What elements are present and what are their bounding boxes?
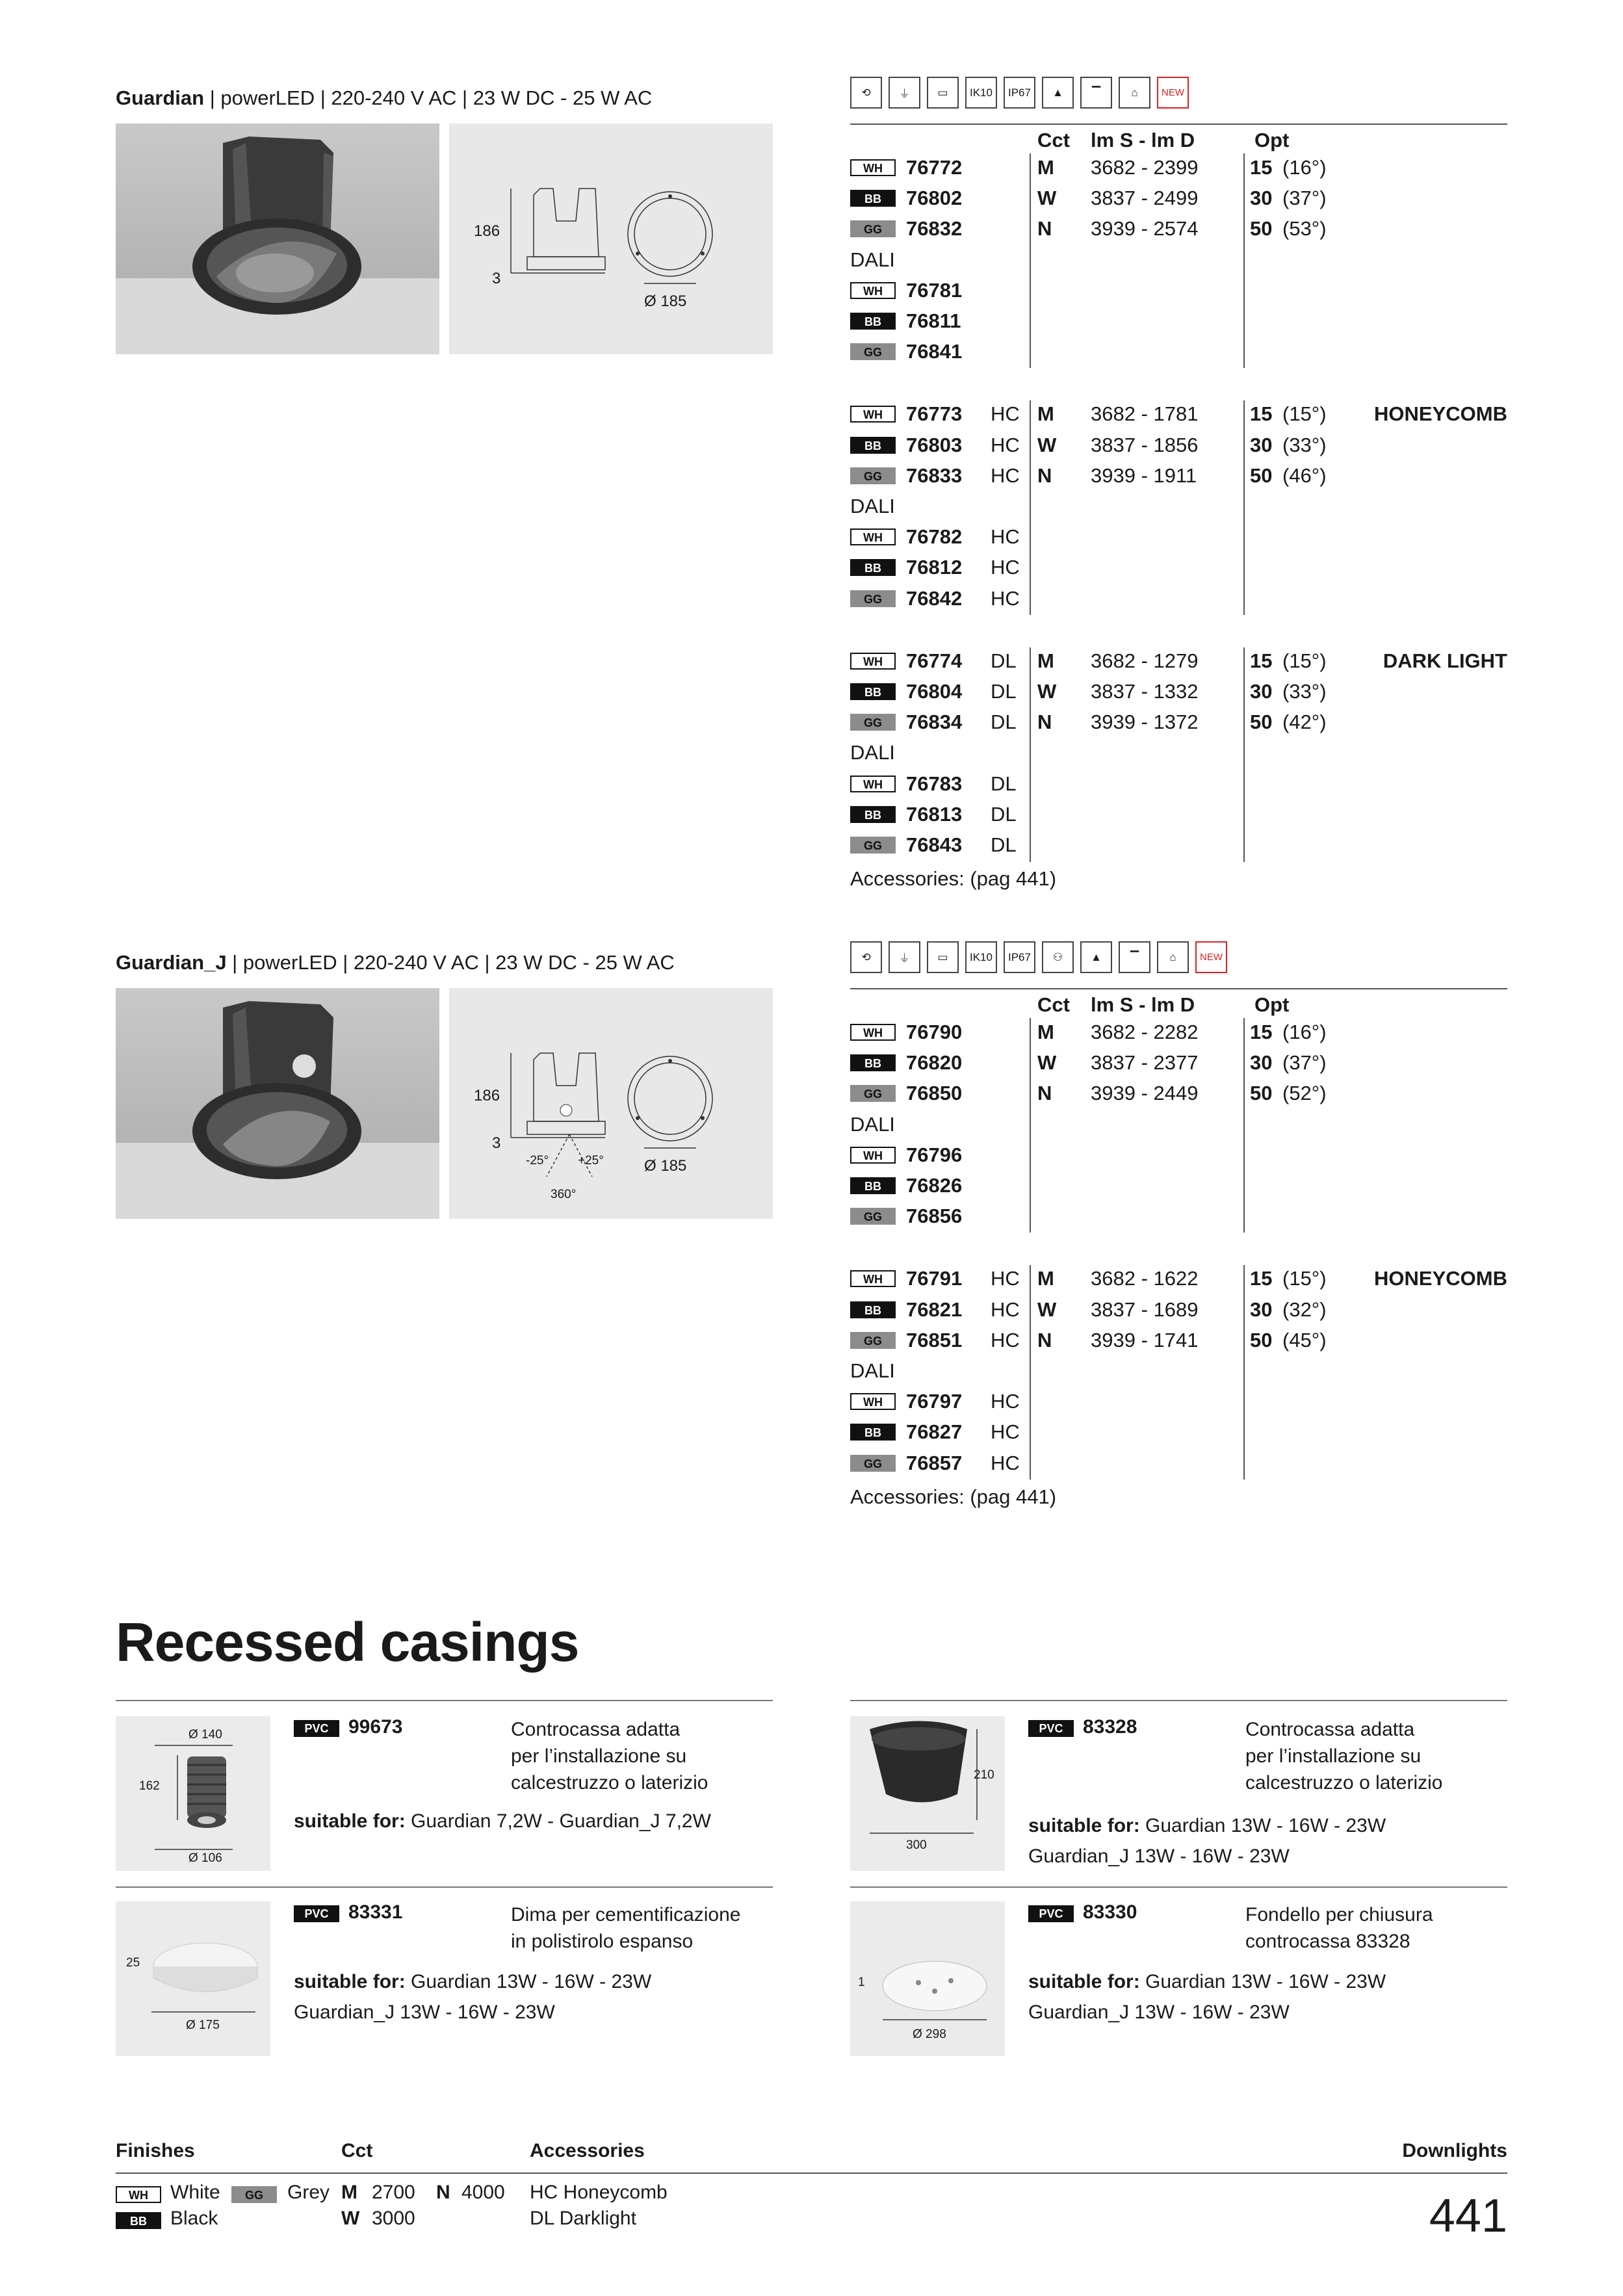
material-badge: PVC	[1028, 1720, 1074, 1737]
finish-badge: BB	[850, 806, 896, 823]
finish-badge: WH	[850, 776, 896, 792]
dim-thickness: 3	[492, 1134, 501, 1152]
product-photo-guardian-j	[116, 988, 439, 1219]
table-row	[850, 553, 1507, 582]
dim-diameter: Ø 185	[644, 293, 687, 310]
optic-degrees: (52°)	[1282, 1082, 1327, 1105]
dali-label	[850, 246, 1507, 274]
dali-label	[850, 1110, 1507, 1139]
table-row	[850, 1202, 1507, 1231]
version-suffix: HC	[991, 463, 1020, 487]
finish-badge: GG	[850, 343, 896, 360]
finish-badge: BB	[850, 1301, 896, 1318]
group-note: HONEYCOMB	[1374, 1267, 1507, 1290]
lumen-values: 3682 - 1622	[1091, 1267, 1199, 1290]
table-row	[850, 431, 1507, 460]
dim-label: Ø 175	[186, 2018, 220, 2032]
table-header: Cct lm S - lm D Opt	[1037, 993, 1290, 1016]
lumen-values: 3682 - 1781	[1091, 402, 1199, 426]
finish-badge: BB	[850, 1424, 896, 1441]
cct-m: M	[341, 2182, 357, 2203]
product-code: 76841	[906, 340, 963, 363]
optic-angle: 15	[1250, 402, 1273, 426]
product-code: 76774	[906, 649, 963, 672]
casing-image-99673	[116, 1716, 270, 1871]
ik-rating-badge: IK10	[965, 941, 997, 973]
product-code: 76856	[906, 1205, 963, 1228]
dim-height: 186	[474, 222, 500, 240]
group-note: DARK LIGHT	[1383, 649, 1507, 672]
table-row	[850, 307, 1507, 335]
optic-degrees: (15°)	[1282, 402, 1327, 426]
finish-badge: BB	[850, 683, 896, 700]
product-code: 76791	[906, 1267, 963, 1290]
optic-angle: 50	[1250, 217, 1273, 241]
finish-badge: BB	[850, 437, 896, 454]
footer-cct-heading: Cct	[341, 2140, 373, 2161]
version-suffix: DL	[991, 649, 1017, 672]
optic-degrees: (15°)	[1282, 649, 1327, 672]
cct-w: W	[341, 2208, 360, 2229]
finish-badge: GG	[850, 467, 896, 484]
casing-image-83328	[850, 1716, 1005, 1871]
version-suffix: HC	[991, 525, 1020, 549]
optic-angle: 50	[1250, 1328, 1273, 1351]
finish-badge: WH	[850, 1147, 896, 1164]
version-suffix: DL	[991, 772, 1017, 795]
finish-badge: BB	[850, 190, 896, 207]
finish-badge-black: BB	[116, 2212, 161, 2229]
version-suffix: HC	[991, 402, 1020, 426]
version-suffix: HC	[991, 556, 1020, 579]
lumen-values: 3939 - 1741	[1091, 1328, 1199, 1351]
product-code: 83328	[1083, 1716, 1137, 1738]
version-suffix: HC	[991, 1328, 1020, 1351]
finish-badge: WH	[850, 528, 896, 545]
product-code: 76796	[906, 1143, 963, 1166]
optic-angle: 30	[1250, 680, 1273, 703]
recessed-mount-icon: ▭	[927, 77, 959, 109]
product-title-guardian: Guardian | powerLED | 220-240 V AC | 23 W DC - 25 W AC	[116, 86, 653, 109]
dali-text: DALI	[850, 495, 895, 517]
product-table-guardian-j	[850, 992, 1507, 1525]
finish-badge: BB	[850, 313, 896, 330]
ip-rating-badge: IP67	[1004, 77, 1035, 109]
cct-m-value: 2700	[372, 2182, 415, 2203]
table-row	[850, 1326, 1507, 1355]
new-badge: NEW	[1157, 77, 1189, 109]
version-suffix: DL	[991, 833, 1017, 856]
product-code: 76842	[906, 586, 963, 610]
dim-label: 25	[126, 1956, 140, 1970]
casing-image-83331	[116, 1901, 270, 2056]
cct-n-value: 4000	[461, 2182, 505, 2203]
optic-degrees: (37°)	[1282, 187, 1327, 210]
lumen-values: 3939 - 1911	[1091, 463, 1197, 487]
technical-drawing-guardian	[449, 124, 773, 354]
optic-angle: 15	[1250, 156, 1273, 179]
ceiling-mount-icon: ▔	[1119, 941, 1150, 973]
technical-drawing-guardian-j	[449, 988, 773, 1219]
dim-label: 1	[858, 1976, 865, 1989]
finish-badge: WH	[850, 1393, 896, 1410]
optic-angle: 50	[1250, 711, 1273, 734]
table-row	[850, 831, 1507, 859]
cct-code: N	[1037, 1328, 1052, 1351]
accessory-dl: DL Darklight	[530, 2208, 636, 2229]
cct-code: M	[1037, 1267, 1054, 1290]
product-code: 76772	[906, 156, 963, 179]
casing-description: Controcassa adatta per l’installazione su calcestruzzo o laterizio	[1245, 1719, 1443, 1794]
optic-degrees: (53°)	[1282, 217, 1327, 241]
finish-badge: WH	[850, 282, 896, 299]
lumen-values: 3682 - 2399	[1091, 156, 1199, 179]
finish-badge: GG	[850, 1208, 896, 1225]
product-code: 76851	[906, 1328, 963, 1351]
product-code: 76843	[906, 833, 963, 856]
footer-finishes-heading: Finishes	[116, 2140, 195, 2161]
optic-angle: 15	[1250, 1267, 1273, 1290]
finish-badge-white: WH	[116, 2186, 161, 2203]
section-heading-recessed-casings: Recessed casings	[116, 1611, 579, 1673]
finish-badge: GG	[850, 220, 896, 237]
version-suffix: HC	[991, 1420, 1020, 1444]
product-code: 76813	[906, 802, 963, 826]
material-badge: PVC	[294, 1720, 339, 1737]
table-row	[850, 337, 1507, 366]
optic-degrees: (33°)	[1282, 433, 1327, 456]
cct-code: N	[1037, 217, 1052, 241]
footer-legend	[116, 2182, 1507, 2247]
product-code: 76802	[906, 187, 963, 210]
finish-badge: GG	[850, 1085, 896, 1102]
optic-angle: 50	[1250, 463, 1273, 487]
dim-thickness: 3	[492, 270, 501, 287]
lumen-values: 3837 - 2377	[1091, 1051, 1199, 1075]
dim-label: Ø 298	[913, 2028, 946, 2041]
footer-category: Downlights	[1402, 2140, 1507, 2161]
version-suffix: HC	[991, 1451, 1020, 1474]
recessed-mount-icon: ▭	[927, 941, 959, 973]
dali-label	[850, 492, 1507, 521]
product-code: 83331	[348, 1901, 403, 1923]
lumen-values: 3837 - 1689	[1091, 1298, 1199, 1321]
product-code: 76812	[906, 556, 963, 579]
optic-angle: 50	[1250, 1082, 1273, 1105]
suitable-for: suitable for: Guardian 13W - 16W - 23W Guardian_J 13W - 16W - 23W	[1028, 1815, 1386, 1867]
dali-text: DALI	[850, 741, 895, 764]
casing-entry-99673	[294, 1716, 773, 1879]
house-icon: ⌂	[1157, 941, 1189, 973]
finish-badge: GG	[850, 590, 896, 607]
finish-badge: WH	[850, 653, 896, 670]
cct-n: N	[436, 2182, 450, 2203]
table-row	[850, 1049, 1507, 1077]
cct-code: W	[1037, 187, 1057, 210]
product-code: 76834	[906, 711, 963, 734]
optic-angle: 30	[1250, 187, 1273, 210]
cct-w-value: 3000	[372, 2208, 415, 2229]
group-note: HONEYCOMB	[1374, 402, 1507, 426]
light-beam-icon: ▲	[1042, 77, 1074, 109]
table-row	[850, 1079, 1507, 1108]
version-suffix: HC	[991, 1267, 1020, 1290]
finish-badge: BB	[850, 559, 896, 576]
version-suffix: DL	[991, 802, 1017, 826]
optic-degrees: (33°)	[1282, 680, 1327, 703]
optic-angle: 30	[1250, 1298, 1273, 1321]
table-row	[850, 462, 1507, 490]
version-suffix: HC	[991, 586, 1020, 610]
cct-code: N	[1037, 711, 1052, 734]
dim-label: 210	[974, 1768, 994, 1782]
product-code: 83330	[1083, 1901, 1137, 1923]
cct-code: M	[1037, 156, 1054, 179]
rotation-angle: 360°	[551, 1188, 577, 1201]
table-row	[850, 215, 1507, 243]
adjustable-icon: ⚇	[1042, 941, 1074, 973]
table-row	[850, 1018, 1507, 1047]
cct-code: W	[1037, 1051, 1057, 1075]
finish-badge: WH	[850, 406, 896, 423]
product-code: 76826	[906, 1174, 963, 1197]
cct-code: W	[1037, 680, 1057, 703]
lumen-values: 3939 - 2449	[1091, 1082, 1199, 1105]
suitable-for: suitable for: Guardian 7,2W - Guardian_J 7,2W	[294, 1810, 711, 1832]
accessory-hc: HC Honeycomb	[530, 2182, 668, 2203]
dali-label	[850, 738, 1507, 767]
finish-badge: GG	[850, 714, 896, 731]
finish-badge-grey: GG	[231, 2186, 277, 2203]
table-row	[850, 1387, 1507, 1416]
cct-code: M	[1037, 402, 1054, 426]
table-row	[850, 647, 1507, 675]
dali-label	[850, 1357, 1507, 1385]
ceiling-mount-icon: ▔	[1080, 77, 1112, 109]
optic-degrees: (32°)	[1282, 1298, 1327, 1321]
new-badge: NEW	[1195, 941, 1227, 973]
dali-text: DALI	[850, 1359, 895, 1382]
finish-black: Black	[170, 2208, 218, 2229]
casing-entry-83328	[1028, 1716, 1507, 1879]
table-row	[850, 770, 1507, 798]
table-row	[850, 1449, 1507, 1478]
optic-degrees: (16°)	[1282, 1021, 1327, 1043]
product-table-guardian	[850, 127, 1507, 907]
dim-label: 300	[906, 1838, 927, 1852]
table-row	[850, 523, 1507, 551]
ik-rating-badge: IK10	[965, 77, 997, 109]
optic-degrees: (46°)	[1282, 463, 1327, 487]
suitable-for: suitable for: Guardian 13W - 16W - 23W Guardian_J 13W - 16W - 23W	[1028, 1971, 1386, 2023]
table-row	[850, 1418, 1507, 1446]
finish-badge: GG	[850, 1455, 896, 1472]
version-suffix: HC	[991, 1298, 1020, 1321]
table-row	[850, 153, 1507, 182]
house-icon: ⌂	[1119, 77, 1150, 109]
finish-badge: GG	[850, 837, 896, 854]
table-row	[850, 1171, 1507, 1200]
optic-degrees: (45°)	[1282, 1328, 1327, 1351]
table-header: Cct lm S - lm D Opt	[1037, 129, 1290, 151]
lumen-values: 3837 - 1856	[1091, 433, 1199, 456]
dim-label: 162	[139, 1779, 160, 1793]
dim-diameter: Ø 185	[644, 1157, 687, 1175]
cct-code: W	[1037, 433, 1057, 456]
version-suffix: DL	[991, 711, 1017, 734]
table-row	[850, 800, 1507, 829]
product-code: 76832	[906, 217, 963, 241]
optic-angle: 30	[1250, 433, 1273, 456]
product-code: 76782	[906, 525, 963, 549]
casing-description: Fondello per chiusura controcassa 83328	[1245, 1904, 1433, 1952]
dali-text: DALI	[850, 248, 895, 271]
table-row	[850, 276, 1507, 305]
dim-label: Ø 140	[188, 1728, 222, 1742]
product-code: 76783	[906, 772, 963, 795]
lumen-values: 3939 - 2574	[1091, 217, 1199, 241]
finish-badge: BB	[850, 1177, 896, 1194]
feature-icons	[850, 77, 1189, 109]
table-row	[850, 1264, 1507, 1293]
lumen-values: 3837 - 2499	[1091, 187, 1199, 210]
finish-grey: Grey	[287, 2182, 330, 2203]
table-row	[850, 400, 1507, 428]
table-row	[850, 677, 1507, 706]
tilt-left: -25°	[526, 1154, 549, 1168]
table-row	[850, 708, 1507, 737]
optic-degrees: (16°)	[1282, 156, 1327, 179]
casing-entry-83331	[294, 1901, 773, 2064]
product-code: 76857	[906, 1451, 963, 1474]
product-code: 76781	[906, 278, 963, 302]
earth-ground-icon: ⏚	[889, 941, 920, 973]
accessories-reference[interactable]: Accessories: (pag 441)	[850, 867, 1057, 891]
casing-description: Dima per cementificazione in polistirolo espanso	[511, 1904, 741, 1952]
optic-degrees: (42°)	[1282, 711, 1327, 734]
tilt-right: +25°	[578, 1154, 604, 1168]
table-row	[850, 184, 1507, 213]
product-code: 76790	[906, 1021, 963, 1043]
material-badge: PVC	[294, 1905, 339, 1922]
optic-angle: 30	[1250, 1051, 1273, 1075]
finish-badge: WH	[850, 1270, 896, 1287]
rotation-icon: ⟲	[850, 941, 882, 973]
rotation-icon: ⟲	[850, 77, 882, 109]
finish-badge: GG	[850, 1332, 896, 1349]
casing-entry-83330	[1028, 1901, 1507, 2064]
optic-angle: 15	[1250, 649, 1273, 672]
cct-code: W	[1037, 1298, 1057, 1321]
finish-badge: BB	[850, 1054, 896, 1071]
casing-description: Controcassa adatta per l’installazione su calcestruzzo o laterizio	[511, 1719, 708, 1794]
cct-code: M	[1037, 649, 1054, 672]
optic-degrees: (37°)	[1282, 1051, 1327, 1075]
product-code: 76820	[906, 1051, 963, 1075]
product-code: 76797	[906, 1390, 963, 1413]
cct-code: N	[1037, 1082, 1052, 1105]
table-row	[850, 584, 1507, 613]
dali-text: DALI	[850, 1112, 895, 1136]
light-beam-icon: ▲	[1080, 941, 1112, 973]
accessories-reference[interactable]: Accessories: (pag 441)	[850, 1485, 1057, 1508]
optic-angle: 15	[1250, 1021, 1273, 1043]
product-code: 76821	[906, 1298, 963, 1321]
material-badge: PVC	[1028, 1905, 1074, 1922]
lumen-values: 3837 - 1332	[1091, 680, 1199, 703]
product-code: 99673	[348, 1716, 403, 1738]
lumen-values: 3939 - 1372	[1091, 711, 1199, 734]
product-photo-guardian	[116, 124, 439, 354]
finish-white: White	[170, 2182, 220, 2203]
product-code: 76804	[906, 680, 963, 703]
footer-accessories-heading: Accessories	[530, 2140, 645, 2161]
page-number: 441	[1429, 2190, 1507, 2242]
dim-height: 186	[474, 1087, 500, 1104]
dim-label: Ø 106	[188, 1851, 222, 1865]
lumen-values: 3682 - 2282	[1091, 1021, 1199, 1043]
lumen-values: 3682 - 1279	[1091, 649, 1199, 672]
product-code: 76833	[906, 463, 963, 487]
ip-rating-badge: IP67	[1004, 941, 1035, 973]
product-title-guardian-j: Guardian_J | powerLED | 220-240 V AC | 23 W DC - 25 W AC	[116, 951, 675, 974]
version-suffix: HC	[991, 433, 1020, 456]
earth-ground-icon: ⏚	[889, 77, 920, 109]
table-row	[850, 1296, 1507, 1324]
cct-code: M	[1037, 1021, 1054, 1043]
product-code: 76773	[906, 402, 963, 426]
version-suffix: DL	[991, 680, 1017, 703]
optic-degrees: (15°)	[1282, 1267, 1327, 1290]
finish-badge: WH	[850, 1024, 896, 1041]
table-row	[850, 1141, 1507, 1169]
version-suffix: HC	[991, 1390, 1020, 1413]
product-code: 76811	[906, 309, 961, 332]
product-code: 76850	[906, 1082, 963, 1105]
product-code: 76827	[906, 1420, 963, 1444]
suitable-for: suitable for: Guardian 13W - 16W - 23W Guardian_J 13W - 16W - 23W	[294, 1971, 652, 2023]
finish-badge: WH	[850, 159, 896, 176]
casing-image-83330	[850, 1901, 1005, 2056]
cct-code: N	[1037, 463, 1052, 487]
feature-icons	[850, 941, 1227, 973]
product-code: 76803	[906, 433, 963, 456]
